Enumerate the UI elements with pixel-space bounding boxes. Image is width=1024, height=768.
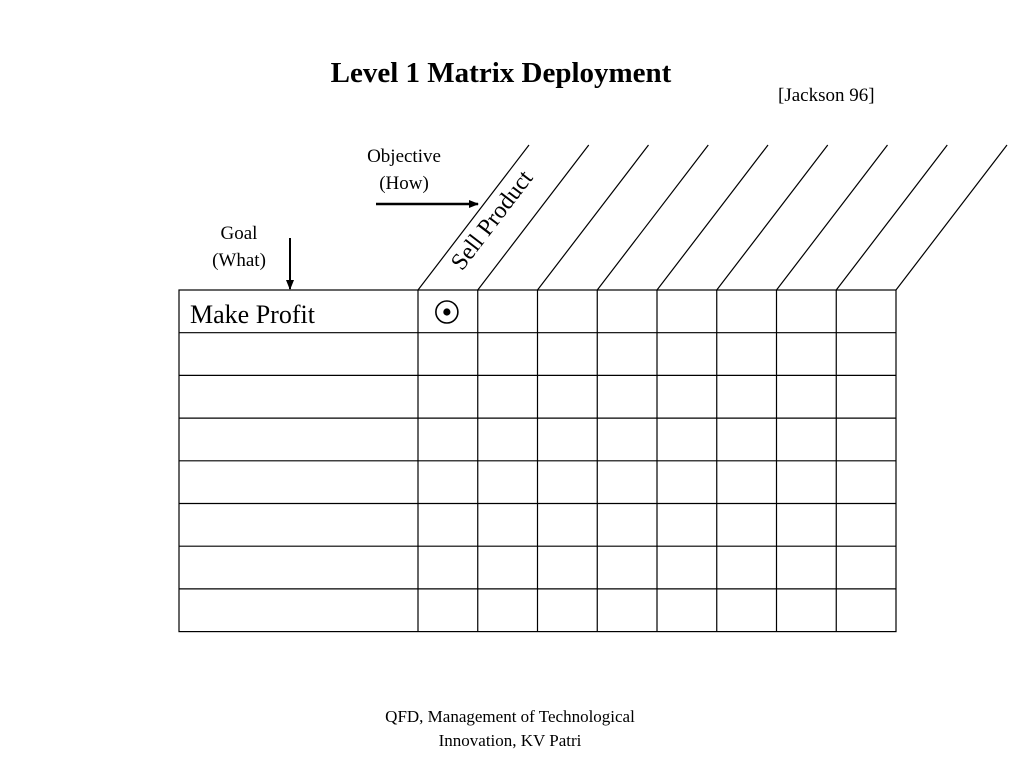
row-label: Make Profit [190,300,315,329]
column-header-diagonal [538,145,649,290]
column-header-diagonal [657,145,768,290]
footer-line2: Innovation, KV Patri [438,731,582,750]
column-header-diagonal [777,145,888,290]
citation: [Jackson 96] [778,85,875,106]
footer [330,705,690,753]
objective-label-line1: Objective [367,146,441,167]
column-header-diagonal [717,145,828,290]
column-label: Sell Product [446,165,539,276]
column-header-diagonal [418,145,529,290]
slide-title: Level 1 Matrix Deployment [330,57,672,89]
column-header-diagonal [597,145,708,290]
column-header-diagonal [896,145,1007,290]
goal-label-line1: Goal [220,223,258,244]
footer-line1: QFD, Management of Technological [385,707,635,726]
objective-label-line2: (How) [379,173,429,194]
column-header-diagonal [836,145,947,290]
relationship-dot-icon [443,308,450,315]
goal-label-line2: (What) [212,250,266,271]
